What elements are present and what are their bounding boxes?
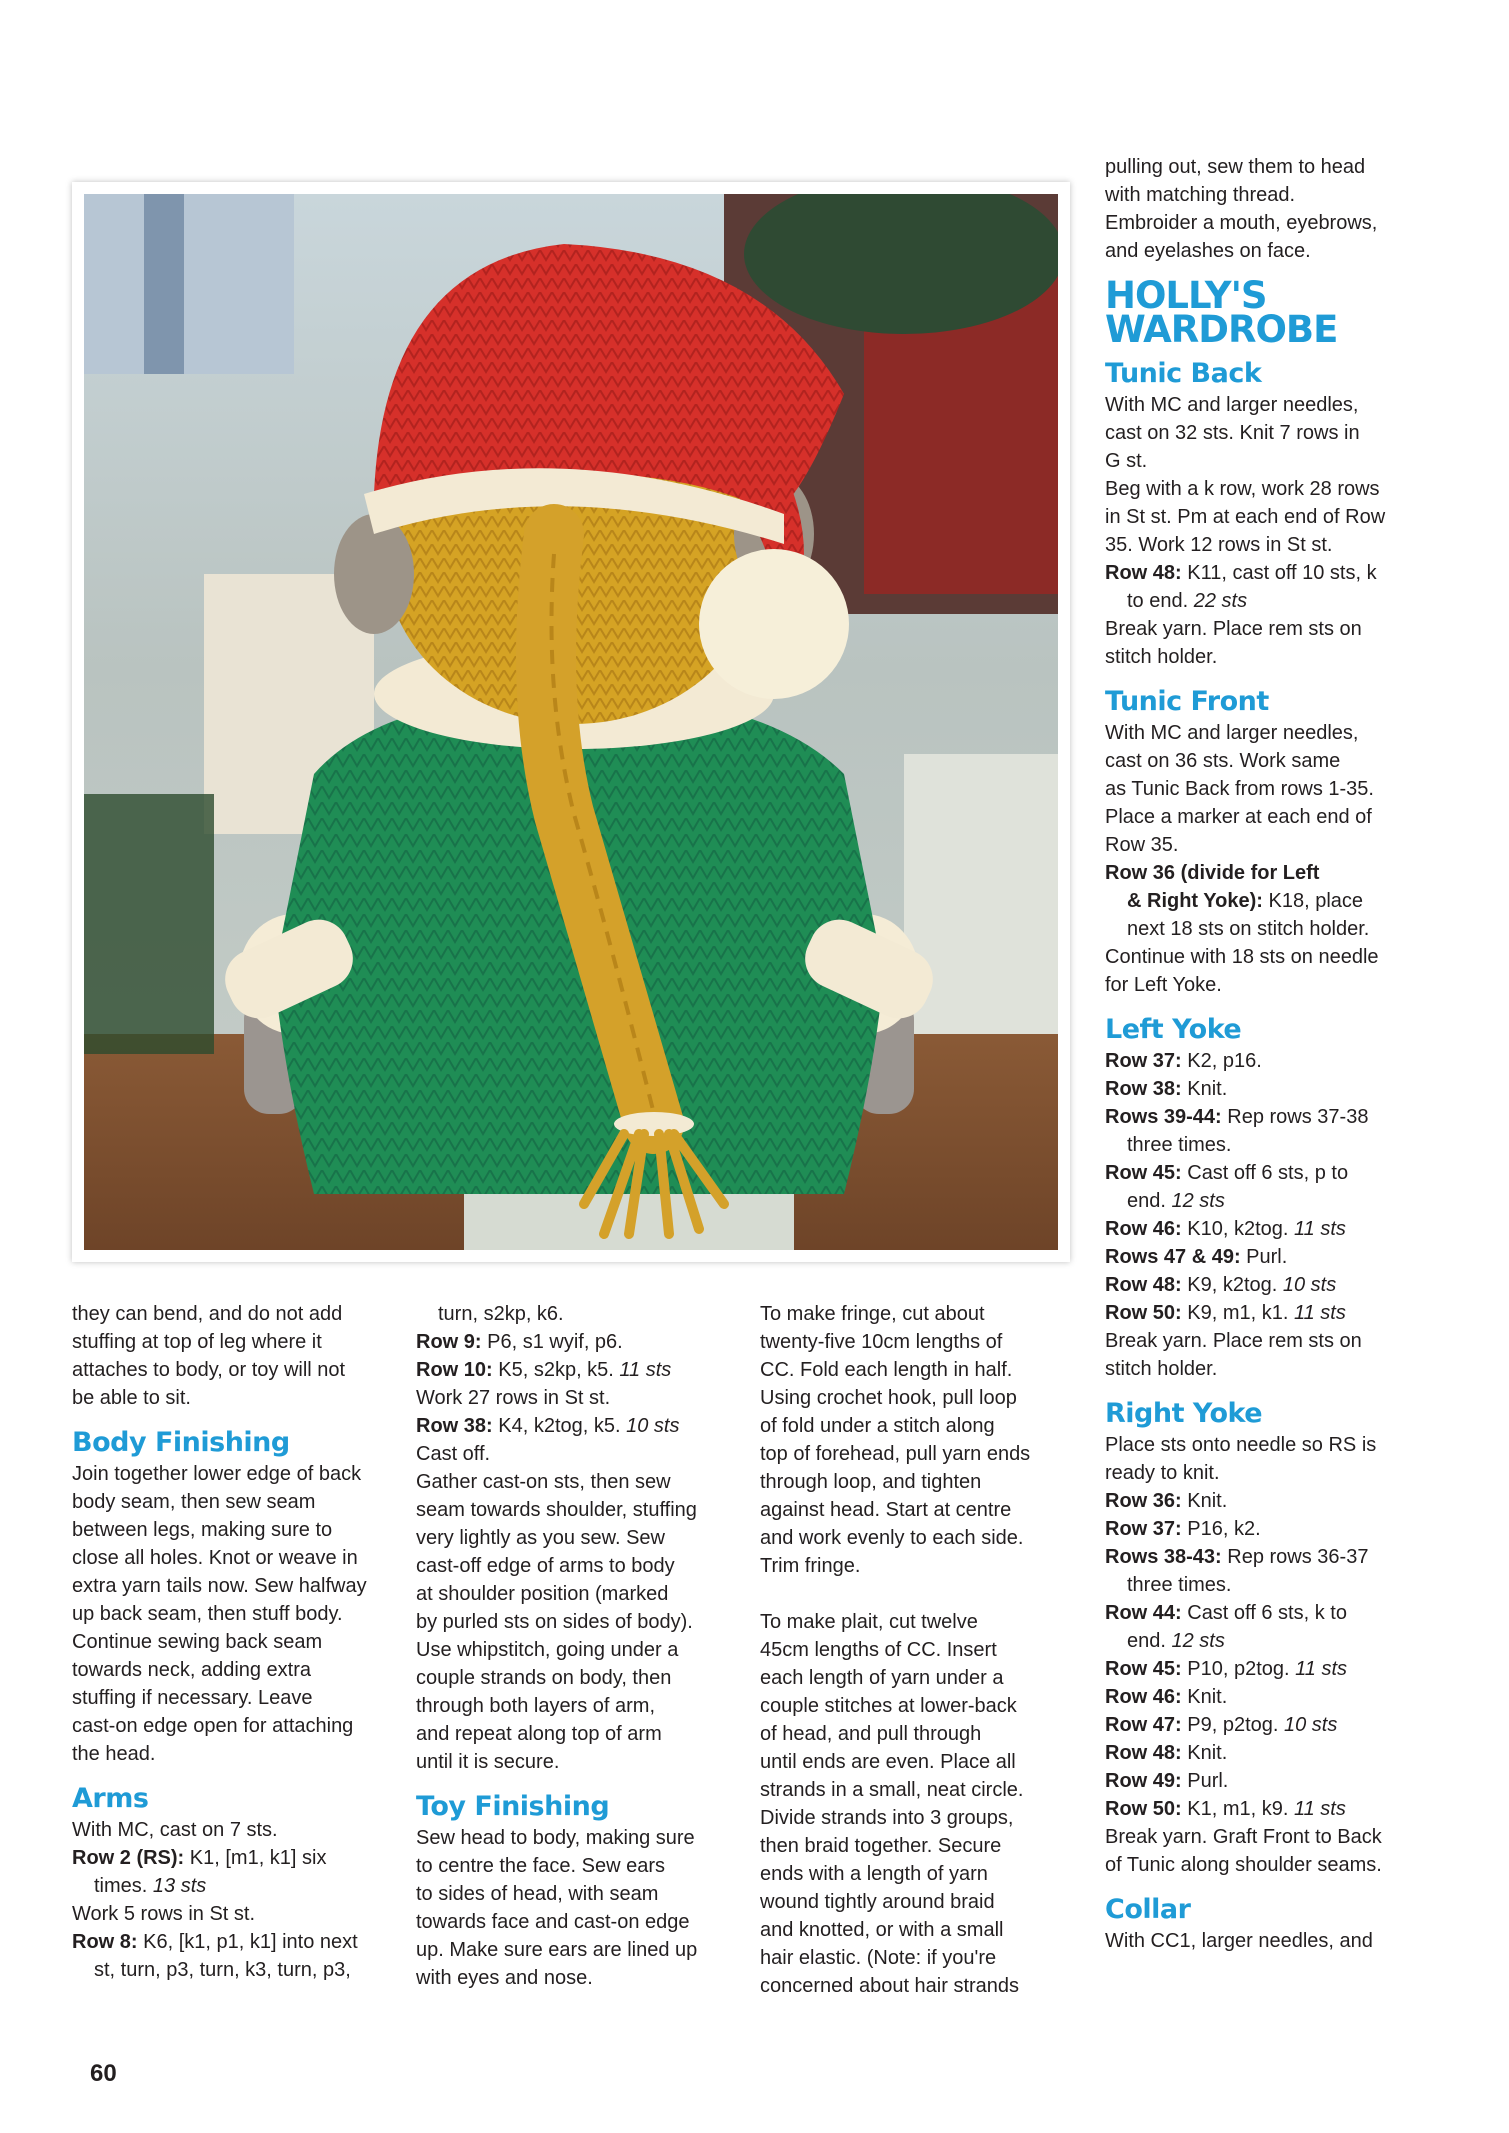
row-instruction: Rows 39-44: Rep rows 37-38: [1105, 1106, 1369, 1128]
body-line: through loop, and tighten: [760, 1471, 982, 1493]
body-line: top of forehead, pull yarn ends: [760, 1443, 1031, 1465]
body-line: against head. Start at centre: [760, 1499, 1012, 1521]
row-instruction-cont: end. 12 sts: [1127, 1630, 1225, 1652]
body-line: cast on 36 sts. Work same: [1105, 750, 1341, 772]
row-instruction: Row 10: K5, s2kp, k5. 11 sts: [416, 1359, 672, 1381]
body-line: of head, and pull through: [760, 1723, 982, 1745]
body-line: and repeat along top of arm: [416, 1723, 662, 1745]
body-line: Continue sewing back seam: [72, 1631, 323, 1653]
row-instruction: Row 47: P9, p2tog. 10 sts: [1105, 1714, 1338, 1736]
body-line: Using crochet hook, pull loop: [760, 1387, 1017, 1409]
row-instruction: Row 50: K1, m1, k9. 11 sts: [1105, 1798, 1346, 1820]
body-line: hair elastic. (Note: if you're: [760, 1947, 997, 1969]
body-line: Break yarn. Place rem sts on: [1105, 618, 1362, 640]
body-line: wound tightly around braid: [760, 1891, 995, 1913]
body-line: cast-on edge open for attaching: [72, 1715, 354, 1737]
body-line: towards neck, adding extra: [72, 1659, 312, 1681]
row-instruction: Row 36 (divide for Left: [1105, 862, 1320, 884]
body-line: body seam, then sew seam: [72, 1491, 316, 1513]
row-instruction: Row 2 (RS): K1, [m1, k1] six: [72, 1847, 327, 1869]
arms-line: Cast off.: [416, 1443, 491, 1465]
body-line: Divide strands into 3 groups,: [760, 1807, 1014, 1829]
body-line: in St st. Pm at each end of Row: [1105, 506, 1386, 528]
row-instruction: Row 9: P6, s1 wyif, p6.: [416, 1331, 623, 1353]
body-line: Break yarn. Place rem sts on: [1105, 1330, 1362, 1352]
body-line: Beg with a k row, work 28 rows: [1105, 478, 1380, 500]
body-line: as Tunic Back from rows 1-35.: [1105, 778, 1374, 800]
row-instruction: Row 8: K6, [k1, p1, k1] into next: [72, 1931, 358, 1953]
body-line: and eyelashes on face.: [1105, 240, 1311, 262]
column-2: [416, 1300, 738, 1992]
heading-tunic-back: Tunic Back: [1105, 358, 1262, 389]
body-line: cast on 32 sts. Knit 7 rows in: [1105, 422, 1360, 444]
body-line: Row 35.: [1105, 834, 1179, 856]
project-photo: [72, 182, 1070, 1262]
body-line: To make fringe, cut about: [760, 1303, 985, 1325]
body-line: until it is secure.: [416, 1751, 560, 1773]
row-instruction-cont: st, turn, p3, turn, k3, turn, p3,: [94, 1959, 351, 1981]
body-line: Sew head to body, making sure: [416, 1827, 695, 1849]
row-instruction: Row 46: Knit.: [1105, 1686, 1228, 1708]
body-line: Continue with 18 sts on needle: [1105, 946, 1379, 968]
body-line: With MC and larger needles,: [1105, 394, 1359, 416]
row-instruction: Row 48: K9, k2tog. 10 sts: [1105, 1274, 1337, 1296]
heading-right-yoke: Right Yoke: [1105, 1398, 1263, 1429]
body-line: 35. Work 12 rows in St st.: [1105, 534, 1333, 556]
body-line: then braid together. Secure: [760, 1835, 1002, 1857]
arms-line: Work 5 rows in St st.: [72, 1903, 256, 1925]
body-line: seam towards shoulder, stuffing: [416, 1499, 697, 1521]
body-line: of Tunic along shoulder seams.: [1105, 1854, 1382, 1876]
body-line: with eyes and nose.: [416, 1967, 593, 1989]
row-instruction: Row 38: Knit.: [1105, 1078, 1228, 1100]
row-instruction-cont: times. 13 sts: [94, 1875, 207, 1897]
row-instruction-cont: three times.: [1127, 1134, 1232, 1156]
body-line: stitch holder.: [1105, 646, 1218, 668]
body-line: by purled sts on sides of body).: [416, 1611, 693, 1633]
body-line: Gather cast-on sts, then sew: [416, 1471, 671, 1493]
row-instruction: Row 50: K9, m1, k1. 11 sts: [1105, 1302, 1346, 1324]
row-instruction: Rows 47 & 49: Purl.: [1105, 1246, 1288, 1268]
body-line: and knotted, or with a small: [760, 1919, 1004, 1941]
body-line: Trim fringe.: [760, 1555, 861, 1577]
body-line: CC. Fold each length in half.: [760, 1359, 1013, 1381]
body-line: ready to knit.: [1105, 1462, 1220, 1484]
row-instruction: Row 37: P16, k2.: [1105, 1518, 1261, 1540]
heading-body-finishing: Body Finishing: [72, 1427, 290, 1458]
column-4: [1105, 153, 1435, 1955]
row-instruction-cont: turn, s2kp, k6.: [438, 1303, 564, 1325]
body-line: stitch holder.: [1105, 1358, 1218, 1380]
row-instruction: Row 45: Cast off 6 sts, p to: [1105, 1162, 1349, 1184]
row-instruction: Row 38: K4, k2tog, k5. 10 sts: [416, 1415, 680, 1437]
section-title-hollys-wardrobe: HOLLY'S WARDROBE: [1105, 274, 1338, 351]
body-line: of fold under a stitch along: [760, 1415, 995, 1437]
body-line: very lightly as you sew. Sew: [416, 1527, 665, 1549]
page-number: 60: [90, 2060, 117, 2087]
body-line: close all holes. Knot or weave in: [72, 1547, 358, 1569]
body-line: for Left Yoke.: [1105, 974, 1222, 996]
row-instruction: Row 37: K2, p16.: [1105, 1050, 1262, 1072]
heading-collar: Collar: [1105, 1894, 1191, 1925]
row-instruction: Row 48: K11, cast off 10 sts, k: [1105, 562, 1377, 584]
heading-toy-finishing: Toy Finishing: [416, 1791, 610, 1822]
body-line: couple stitches at lower-back: [760, 1695, 1017, 1717]
body-line: up back seam, then stuff body.: [72, 1603, 343, 1625]
body-line: through both layers of arm,: [416, 1695, 656, 1717]
body-line: Embroider a mouth, eyebrows,: [1105, 212, 1378, 234]
body-line: To make plait, cut twelve: [760, 1611, 978, 1633]
body-line: at shoulder position (marked: [416, 1583, 669, 1605]
body-line: pulling out, sew them to head: [1105, 156, 1366, 178]
row-instruction: Row 46: K10, k2tog. 11 sts: [1105, 1218, 1346, 1240]
knitted-elf-doll-photo: [84, 194, 1058, 1250]
right-yoke-rows: [1105, 1487, 1435, 1823]
body-line: ends with a length of yarn: [760, 1863, 988, 1885]
body-line: extra yarn tails now. Sew halfway: [72, 1575, 367, 1597]
heading-left-yoke: Left Yoke: [1105, 1014, 1242, 1045]
row-instruction: Row 36: Knit.: [1105, 1490, 1228, 1512]
row-instruction-cont: end. 12 sts: [1127, 1190, 1225, 1212]
body-line: until ends are even. Place all: [760, 1751, 1016, 1773]
body-line: and work evenly to each side.: [760, 1527, 1024, 1549]
body-line: Place a marker at each end of: [1105, 806, 1372, 828]
body-line: With CC1, larger needles, and: [1105, 1930, 1373, 1952]
body-line: Place sts onto needle so RS is: [1105, 1434, 1377, 1456]
body-line: cast-off edge of arms to body: [416, 1555, 675, 1577]
body-line: up. Make sure ears are lined up: [416, 1939, 698, 1961]
row-instruction: Row 45: P10, p2tog. 11 sts: [1105, 1658, 1347, 1680]
body-line: strands in a small, neat circle.: [760, 1779, 1024, 1801]
intro-line: attaches to body, or toy will not: [72, 1359, 346, 1381]
body-line: G st.: [1105, 450, 1148, 472]
body-line: Join together lower edge of back: [72, 1463, 362, 1485]
intro-line: be able to sit.: [72, 1387, 191, 1409]
row-instruction-cont: three times.: [1127, 1574, 1232, 1596]
body-line: to centre the face. Sew ears: [416, 1855, 666, 1877]
column-1: [72, 1300, 394, 1984]
body-line: 45cm lengths of CC. Insert: [760, 1639, 997, 1661]
row-instruction-cont: to end. 22 sts: [1127, 590, 1248, 612]
intro-line: stuffing at top of leg where it: [72, 1331, 322, 1353]
body-line: With MC and larger needles,: [1105, 722, 1359, 744]
arms-line: With MC, cast on 7 sts.: [72, 1819, 278, 1841]
row-instruction-cont: next 18 sts on stitch holder.: [1127, 918, 1370, 940]
body-line: the head.: [72, 1743, 156, 1765]
heading-tunic-front: Tunic Front: [1105, 686, 1269, 717]
column-3: [760, 1300, 1082, 2000]
row-instruction: Rows 38-43: Rep rows 36-37: [1105, 1546, 1369, 1568]
body-line: Use whipstitch, going under a: [416, 1639, 679, 1661]
body-line: towards face and cast-on edge: [416, 1911, 690, 1933]
heading-arms: Arms: [72, 1783, 149, 1814]
row-instruction-cont: & Right Yoke): K18, place: [1127, 890, 1364, 912]
body-line: couple strands on body, then: [416, 1667, 672, 1689]
body-line: each length of yarn under a: [760, 1667, 1004, 1689]
body-line: twenty-five 10cm lengths of: [760, 1331, 1003, 1353]
row-instruction: Row 48: Knit.: [1105, 1742, 1228, 1764]
body-line: to sides of head, with seam: [416, 1883, 659, 1905]
intro-line: they can bend, and do not add: [72, 1303, 343, 1325]
body-line: stuffing if necessary. Leave: [72, 1687, 313, 1709]
body-line: with matching thread.: [1105, 184, 1296, 206]
body-line: between legs, making sure to: [72, 1519, 333, 1541]
row-instruction: Row 44: Cast off 6 sts, k to: [1105, 1602, 1347, 1624]
left-yoke-rows: [1105, 1047, 1435, 1327]
body-line: Break yarn. Graft Front to Back: [1105, 1826, 1382, 1848]
arms-line: Work 27 rows in St st.: [416, 1387, 611, 1409]
body-line: concerned about hair strands: [760, 1975, 1020, 1997]
row-instruction: Row 49: Purl.: [1105, 1770, 1229, 1792]
